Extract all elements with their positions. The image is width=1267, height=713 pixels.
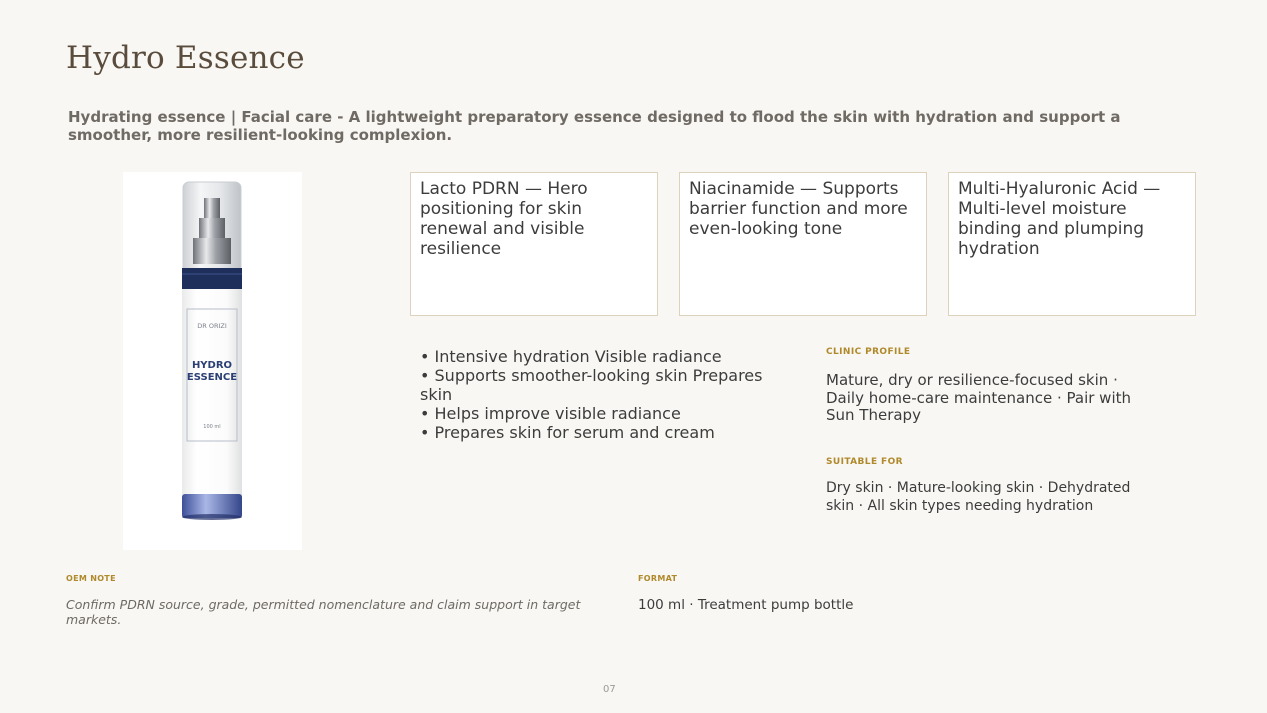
clinic-profile-text: Mature, dry or resilience-focused skin · Daily home-care maintenance · Pair with Sun Therapy (826, 371, 1131, 424)
product-subtitle: Hydrating essence | Facial care - A lightweight preparatory essence designed to flood the skin with hydration and support a smoother, more resilient-looking complexion. (68, 108, 1121, 144)
benefit-item: • Helps improve visible radiance (420, 404, 681, 423)
oem-note-label: OEM NOTE (66, 574, 116, 583)
page-title: Hydro Essence (66, 40, 305, 76)
benefit-item: • Intensive hydration Visible radiance (420, 347, 722, 366)
bottle-name-line2: ESSENCE (186, 372, 238, 383)
benefit-item: • Supports smoother-looking skin Prepares skin (420, 366, 763, 404)
ingredient-card-niacinamide: Niacinamide — Supports barrier function and more even-looking tone (679, 172, 927, 316)
ingredient-card-hyaluronic: Multi-Hyaluronic Acid — Multi-level moisture binding and plumping hydration (948, 172, 1196, 316)
page-number: 07 (603, 684, 616, 695)
bottle-brand-text: DR ORIZI (197, 322, 227, 330)
bottle-name-line1: HYDRO (191, 360, 233, 371)
benefits-list (420, 347, 780, 442)
suitable-for-label: SUITABLE FOR (826, 457, 903, 467)
suitable-for-text: Dry skin · Mature-looking skin · Dehydrated skin · All skin types needing hydration (826, 480, 1131, 514)
product-image (123, 172, 302, 550)
essence-bottle-illustration (123, 172, 302, 550)
clinic-profile-label: CLINIC PROFILE (826, 347, 911, 357)
bottle-volume-text: 100 ml (203, 424, 221, 430)
benefit-item: • Prepares skin for serum and cream (420, 423, 715, 442)
format-label: FORMAT (638, 574, 678, 583)
format-text: 100 ml · Treatment pump bottle (638, 597, 854, 613)
oem-note-text: Confirm PDRN source, grade, permitted nomenclature and claim support in target markets. (66, 597, 581, 627)
ingredient-card-pdrn: Lacto PDRN — Hero positioning for skin renewal and visible resilience (410, 172, 658, 316)
